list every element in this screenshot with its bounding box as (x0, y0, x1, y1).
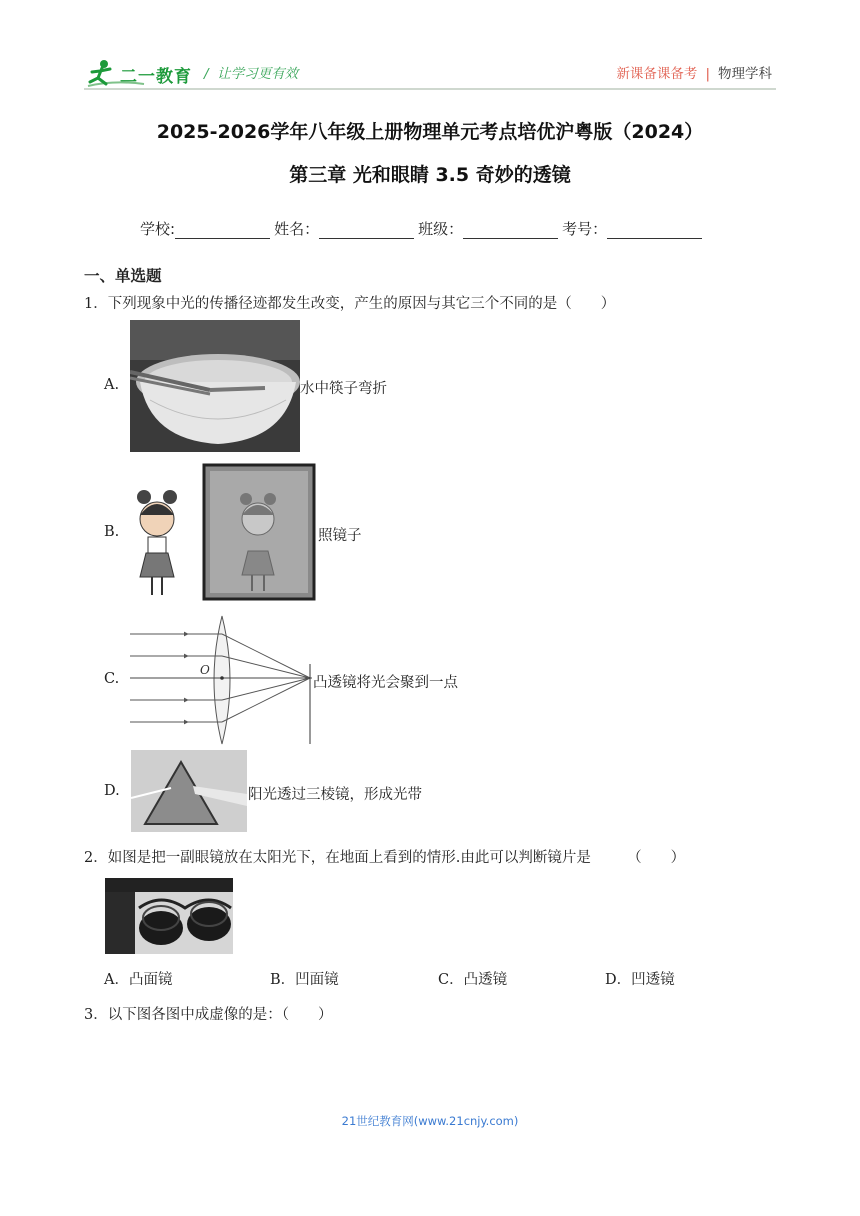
question-1-text: 1．下列现象中光的传播径迹都发生改变，产生的原因与其它三个不同的是（ ） (84, 296, 616, 312)
number-blank[interactable] (607, 224, 702, 239)
question-3-text: 3．以下图各图中成虚像的是：（ ） (84, 1007, 333, 1023)
convex-lens-diagram (130, 614, 315, 746)
number-label: 考号： (562, 220, 608, 238)
header-subject-label: 物理学科 (718, 66, 772, 82)
page-subtitle: 第三章 光和眼睛 3.5 奇妙的透镜 (289, 164, 571, 186)
name-blank[interactable] (319, 224, 414, 239)
prism-image (131, 750, 247, 832)
school-blank[interactable] (175, 224, 270, 239)
glasses-shadow-image (105, 878, 233, 954)
q2-choice-a[interactable]: A．凸面镜 (104, 972, 173, 988)
header-separator: | (705, 66, 710, 82)
class-label: 班级： (418, 220, 464, 238)
q2-choice-b[interactable]: B．凹面镜 (270, 972, 339, 988)
school-label: 学校: (140, 220, 176, 238)
option-b-text: 照镜子 (318, 528, 362, 544)
q2-choice-c[interactable]: C．凸透镜 (438, 972, 508, 988)
option-d-text: 阳光透过三棱镜，形成光带 (248, 787, 422, 803)
header-divider (84, 88, 776, 90)
q2-choice-d[interactable]: D．凹透镜 (605, 972, 675, 988)
question-2-text: 2．如图是把一副眼镜放在太阳光下，在地面上看到的情形.由此可以判断镜片是 （ ） (84, 850, 686, 866)
option-d-letter: D. (104, 783, 120, 799)
logo-text: 二一教育 (120, 67, 192, 87)
option-c-text: 凸透镜将光会聚到一点 (313, 675, 458, 691)
header-right (616, 62, 772, 82)
class-blank[interactable] (463, 224, 558, 239)
option-c-letter: C. (104, 671, 120, 687)
section-heading: 一、单选题 (84, 267, 162, 285)
footer-source[interactable]: 21世纪教育网(www.21cnjy.com) (341, 1114, 519, 1128)
student-info-row (140, 218, 706, 239)
option-a-text: 水中筷子弯折 (300, 381, 387, 397)
option-a-letter: A. (104, 377, 120, 393)
girl-mirror-image (130, 463, 318, 603)
chopsticks-bowl-image (130, 320, 300, 452)
option-b-letter: B. (104, 524, 120, 540)
lens-center-label: O (200, 663, 210, 677)
name-label: 姓名： (274, 220, 320, 238)
page-title: 2025-2026学年八年级上册物理单元考点培优沪粤版（2024） (156, 121, 704, 143)
slogan: / 让学习更有效 (204, 66, 299, 82)
header-course-label: 新课备课备考 (616, 66, 698, 82)
